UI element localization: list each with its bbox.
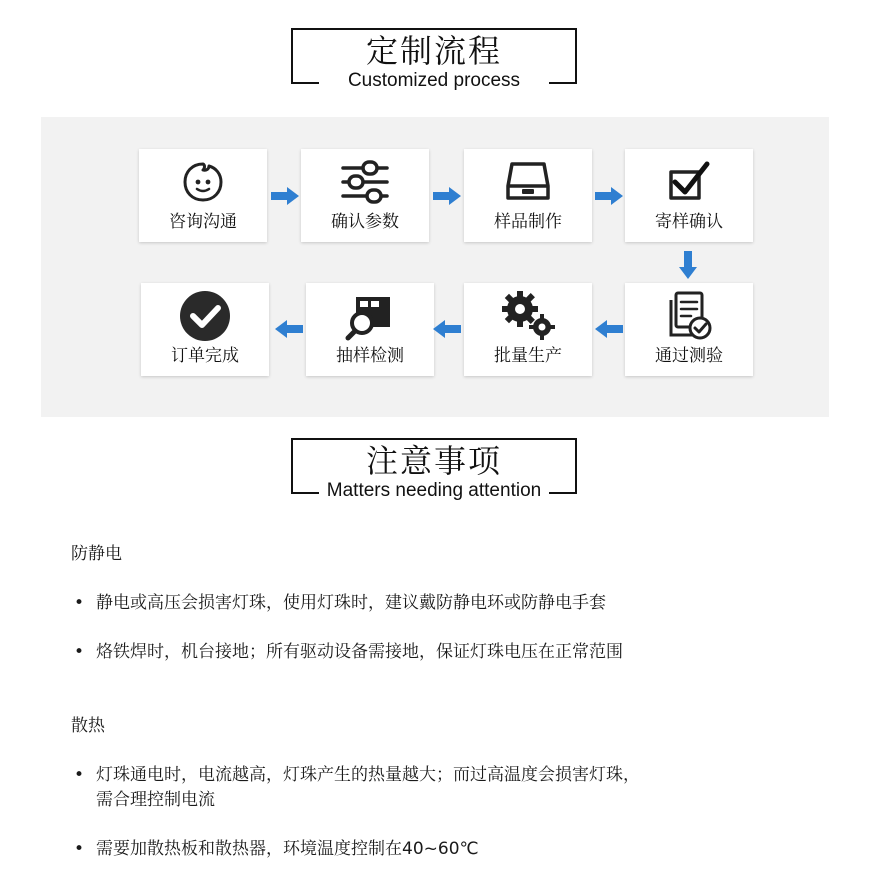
title-underline-right <box>549 492 577 494</box>
bullet-dot: • <box>74 593 85 613</box>
section-heading-heat-dissipation: 散热 <box>71 716 105 736</box>
step-label: 批量生产 <box>494 346 562 366</box>
arrow-right-icon <box>431 185 463 207</box>
step-pass-test <box>625 283 753 376</box>
attention-subtitle: Matters needing attention <box>326 480 542 501</box>
arrow-left-icon <box>593 318 625 340</box>
attention-title: 注意事项 <box>365 442 502 480</box>
arrow-right-icon <box>593 185 625 207</box>
step-label: 抽样检测 <box>336 346 404 366</box>
step-consult <box>139 149 267 242</box>
list-item-text: 灯珠通电时，电流越高，灯珠产生的热量越大；而过高温度会损害灯珠， <box>96 765 640 785</box>
process-title-box <box>291 28 577 91</box>
step-sampling-inspection <box>306 283 434 376</box>
bullet-dot: • <box>74 839 85 859</box>
list-item-text: 静电或高压会损害灯珠，使用灯珠时，建议戴防静电环或防静电手套 <box>96 593 606 613</box>
list-item-text: 烙铁焊时，机台接地；所有驱动设备需接地，保证灯珠电压在正常范围 <box>96 642 623 662</box>
step-label: 订单完成 <box>171 346 239 366</box>
list-item-text-continued: 需合理控制电流 <box>96 790 215 810</box>
bullet-dot: • <box>74 642 85 662</box>
process-title: 定制流程 <box>365 32 502 70</box>
step-label: 样品制作 <box>494 212 562 232</box>
step-order-complete <box>141 283 269 376</box>
title-underline-right <box>549 82 577 84</box>
step-confirm-params <box>301 149 429 242</box>
box-magnifier-icon <box>306 291 434 341</box>
sliders-icon <box>301 157 429 207</box>
step-sample-making <box>464 149 592 242</box>
title-underline-left <box>291 82 319 84</box>
process-subtitle: Customized process <box>347 70 521 91</box>
tray-icon <box>464 157 592 207</box>
step-label: 咨询沟通 <box>169 212 237 232</box>
title-underline-left <box>291 492 319 494</box>
arrow-down-icon <box>677 249 699 281</box>
step-mass-production <box>464 283 592 376</box>
gears-icon <box>464 291 592 341</box>
process-flow <box>41 117 829 417</box>
arrow-left-icon <box>273 318 305 340</box>
step-label: 寄样确认 <box>655 212 723 232</box>
step-label: 通过测验 <box>655 346 723 366</box>
check-circle-icon <box>141 291 269 341</box>
list-item-text: 需要加散热板和散热器，环境温度控制在40~60℃ <box>96 839 479 859</box>
arrow-right-icon <box>269 185 301 207</box>
step-send-sample <box>625 149 753 242</box>
section-heading-antistatic: 防静电 <box>71 544 122 564</box>
arrow-left-icon <box>431 318 463 340</box>
step-label: 确认参数 <box>331 212 399 232</box>
checklist-document-icon <box>625 291 753 341</box>
attention-title-box <box>291 438 577 501</box>
chat-face-icon <box>139 157 267 207</box>
checkbox-icon <box>625 157 753 207</box>
bullet-dot: • <box>74 765 85 785</box>
